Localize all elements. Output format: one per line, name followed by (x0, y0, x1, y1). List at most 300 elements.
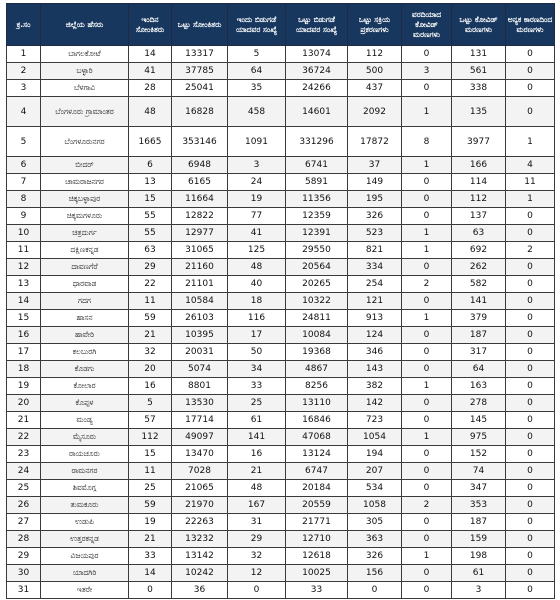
cell-other-deaths: 0 (506, 531, 555, 548)
cell-reported-deaths: 0 (402, 293, 452, 310)
cell-serial-no: 4 (7, 97, 41, 127)
cell-district-name: ಮೈಸೂರು (41, 429, 129, 446)
cell-total-deaths: 187 (452, 327, 506, 344)
cell-active-cases: 821 (348, 242, 402, 259)
cell-total-cases: 6165 (172, 174, 228, 191)
cell-total-cases: 5074 (172, 361, 228, 378)
cell-total-discharged: 8256 (286, 378, 348, 395)
cell-reported-deaths: 0 (402, 208, 452, 225)
cell-reported-deaths: 0 (402, 565, 452, 582)
cell-district-name: ದಕ್ಷಿಣಕನ್ನಡ (41, 242, 129, 259)
cell-reported-deaths: 0 (402, 80, 452, 97)
cell-total-discharged: 14601 (286, 97, 348, 127)
cell-active-cases: 194 (348, 446, 402, 463)
table-row (7, 565, 555, 582)
cell-today-discharged: 50 (228, 344, 286, 361)
cell-serial-no: 22 (7, 429, 41, 446)
cell-today-discharged: 29 (228, 531, 286, 548)
cell-total-discharged: 24811 (286, 310, 348, 327)
cell-total-discharged: 11356 (286, 191, 348, 208)
cell-total-cases: 7028 (172, 463, 228, 480)
table-row (7, 242, 555, 259)
cell-active-cases: 142 (348, 395, 402, 412)
cell-total-deaths: 141 (452, 293, 506, 310)
cell-reported-deaths: 1 (402, 157, 452, 174)
cell-today-discharged: 25 (228, 395, 286, 412)
cell-today-discharged: 458 (228, 97, 286, 127)
table-row (7, 514, 555, 531)
cell-serial-no: 16 (7, 327, 41, 344)
cell-district-name: ರಾಮನಗರ (41, 463, 129, 480)
cell-active-cases: 305 (348, 514, 402, 531)
cell-active-cases: 534 (348, 480, 402, 497)
cell-reported-deaths: 2 (402, 497, 452, 514)
cell-other-deaths: 11 (506, 174, 555, 191)
cell-serial-no: 1 (7, 46, 41, 63)
cell-today-discharged: 21 (228, 463, 286, 480)
cell-total-discharged: 6741 (286, 157, 348, 174)
cell-reported-deaths: 0 (402, 412, 452, 429)
cell-reported-deaths: 0 (402, 174, 452, 191)
table-row (7, 463, 555, 480)
cell-today-discharged: 31 (228, 514, 286, 531)
cell-serial-no: 8 (7, 191, 41, 208)
cell-total-deaths: 114 (452, 174, 506, 191)
cell-reported-deaths: 0 (402, 327, 452, 344)
cell-serial-no: 26 (7, 497, 41, 514)
table-row (7, 208, 555, 225)
table-row (7, 276, 555, 293)
table-row (7, 191, 555, 208)
cell-total-cases: 21065 (172, 480, 228, 497)
cell-reported-deaths: 0 (402, 582, 452, 599)
cell-other-deaths: 0 (506, 310, 555, 327)
cell-district-name: ಯಾದಗಿರಿ (41, 565, 129, 582)
cell-active-cases: 195 (348, 191, 402, 208)
cell-reported-deaths: 0 (402, 361, 452, 378)
cell-total-cases: 20031 (172, 344, 228, 361)
cell-other-deaths: 0 (506, 80, 555, 97)
cell-total-deaths: 3 (452, 582, 506, 599)
cell-other-deaths: 0 (506, 480, 555, 497)
cell-total-cases: 21160 (172, 259, 228, 276)
cell-total-deaths: 64 (452, 361, 506, 378)
cell-today-discharged: 77 (228, 208, 286, 225)
cell-reported-deaths: 1 (402, 225, 452, 242)
cell-today-cases: 16 (129, 378, 172, 395)
cell-total-deaths: 347 (452, 480, 506, 497)
cell-total-cases: 10584 (172, 293, 228, 310)
column-header-active-cases: ಒಟ್ಟು ಸಕ್ರಿಯ ಪ್ರಕರಣಗಳು (348, 4, 402, 46)
cell-total-discharged: 10322 (286, 293, 348, 310)
cell-today-cases: 6 (129, 157, 172, 174)
cell-today-discharged: 12 (228, 565, 286, 582)
cell-district-name: ಕೊಪ್ಪಳ (41, 395, 129, 412)
cell-total-cases: 26103 (172, 310, 228, 327)
cell-active-cases: 523 (348, 225, 402, 242)
cell-active-cases: 382 (348, 378, 402, 395)
cell-total-discharged: 13110 (286, 395, 348, 412)
cell-total-discharged: 13124 (286, 446, 348, 463)
cell-active-cases: 346 (348, 344, 402, 361)
cell-today-cases: 57 (129, 412, 172, 429)
table-row (7, 412, 555, 429)
cell-active-cases: 0 (348, 582, 402, 599)
cell-total-deaths: 561 (452, 63, 506, 80)
cell-district-name: ಬೆಂಗಳೂರು ಗ್ರಾಮಾಂತರ (41, 97, 129, 127)
cell-total-discharged: 47068 (286, 429, 348, 446)
cell-active-cases: 254 (348, 276, 402, 293)
cell-today-cases: 28 (129, 80, 172, 97)
cell-other-deaths: 0 (506, 327, 555, 344)
cell-total-cases: 21101 (172, 276, 228, 293)
cell-total-deaths: 112 (452, 191, 506, 208)
cell-serial-no: 3 (7, 80, 41, 97)
cell-total-cases: 17714 (172, 412, 228, 429)
cell-serial-no: 11 (7, 242, 41, 259)
table-row (7, 310, 555, 327)
cell-active-cases: 37 (348, 157, 402, 174)
cell-district-name: ಕೊಡಗು (41, 361, 129, 378)
cell-district-name: ವಿಜಯಪುರ (41, 548, 129, 565)
cell-total-cases: 37785 (172, 63, 228, 80)
cell-today-cases: 14 (129, 565, 172, 582)
cell-active-cases: 363 (348, 531, 402, 548)
cell-total-discharged: 16846 (286, 412, 348, 429)
cell-reported-deaths: 1 (402, 310, 452, 327)
cell-today-cases: 20 (129, 361, 172, 378)
table-row (7, 548, 555, 565)
cell-active-cases: 334 (348, 259, 402, 276)
cell-total-deaths: 145 (452, 412, 506, 429)
cell-today-discharged: 141 (228, 429, 286, 446)
cell-reported-deaths: 0 (402, 446, 452, 463)
cell-other-deaths: 0 (506, 429, 555, 446)
cell-other-deaths: 0 (506, 497, 555, 514)
cell-today-discharged: 125 (228, 242, 286, 259)
cell-active-cases: 437 (348, 80, 402, 97)
cell-district-name: ಉತ್ತರಕನ್ನಡ (41, 531, 129, 548)
cell-today-cases: 32 (129, 344, 172, 361)
cell-today-cases: 63 (129, 242, 172, 259)
cell-serial-no: 9 (7, 208, 41, 225)
table-row (7, 395, 555, 412)
cell-today-discharged: 5 (228, 46, 286, 63)
cell-district-name: ಚಿಕ್ಕಬಳ್ಳಾಪುರ (41, 191, 129, 208)
cell-total-cases: 36 (172, 582, 228, 599)
cell-serial-no: 10 (7, 225, 41, 242)
cell-total-deaths: 63 (452, 225, 506, 242)
cell-serial-no: 27 (7, 514, 41, 531)
table-header-row (7, 4, 555, 46)
table-row (7, 361, 555, 378)
cell-today-cases: 21 (129, 327, 172, 344)
cell-other-deaths: 0 (506, 208, 555, 225)
cell-other-deaths: 0 (506, 378, 555, 395)
cell-total-discharged: 4867 (286, 361, 348, 378)
cell-district-name: ಹಾವೇರಿ (41, 327, 129, 344)
cell-total-discharged: 331296 (286, 127, 348, 157)
cell-today-cases: 5 (129, 395, 172, 412)
cell-today-discharged: 16 (228, 446, 286, 463)
cell-serial-no: 12 (7, 259, 41, 276)
cell-other-deaths: 0 (506, 225, 555, 242)
table-row (7, 446, 555, 463)
cell-today-cases: 55 (129, 225, 172, 242)
cell-today-discharged: 19 (228, 191, 286, 208)
cell-today-discharged: 35 (228, 80, 286, 97)
table-row (7, 225, 555, 242)
cell-active-cases: 2092 (348, 97, 402, 127)
cell-today-discharged: 24 (228, 174, 286, 191)
cell-serial-no: 21 (7, 412, 41, 429)
column-header-total-discharged: ಒಟ್ಟು ಬಿಡುಗಡೆ ಯಾದವರ ಸಂಖ್ಯೆ (286, 4, 348, 46)
cell-reported-deaths: 0 (402, 463, 452, 480)
cell-total-discharged: 6747 (286, 463, 348, 480)
cell-other-deaths: 0 (506, 293, 555, 310)
cell-reported-deaths: 0 (402, 344, 452, 361)
cell-total-deaths: 166 (452, 157, 506, 174)
table-row (7, 80, 555, 97)
cell-total-discharged: 20564 (286, 259, 348, 276)
cell-total-discharged: 20184 (286, 480, 348, 497)
cell-total-discharged: 21771 (286, 514, 348, 531)
cell-district-name: ದಾವಣಗೆರೆ (41, 259, 129, 276)
cell-district-name: ಉಡುಪಿ (41, 514, 129, 531)
cell-total-deaths: 262 (452, 259, 506, 276)
cell-serial-no: 18 (7, 361, 41, 378)
cell-active-cases: 121 (348, 293, 402, 310)
cell-serial-no: 24 (7, 463, 41, 480)
cell-today-discharged: 48 (228, 259, 286, 276)
cell-reported-deaths: 0 (402, 531, 452, 548)
cell-total-discharged: 12618 (286, 548, 348, 565)
cell-active-cases: 112 (348, 46, 402, 63)
cell-today-cases: 21 (129, 531, 172, 548)
cell-today-discharged: 1091 (228, 127, 286, 157)
cell-district-name: ಚಾಮರಾಜನಗರ (41, 174, 129, 191)
cell-active-cases: 500 (348, 63, 402, 80)
cell-reported-deaths: 0 (402, 46, 452, 63)
cell-total-discharged: 10025 (286, 565, 348, 582)
cell-total-deaths: 137 (452, 208, 506, 225)
cell-serial-no: 19 (7, 378, 41, 395)
cell-total-discharged: 20559 (286, 497, 348, 514)
cell-total-deaths: 975 (452, 429, 506, 446)
cell-total-cases: 12822 (172, 208, 228, 225)
table-row (7, 259, 555, 276)
cell-serial-no: 5 (7, 127, 41, 157)
cell-today-cases: 11 (129, 463, 172, 480)
cell-reported-deaths: 0 (402, 480, 452, 497)
cell-total-deaths: 198 (452, 548, 506, 565)
cell-total-cases: 49097 (172, 429, 228, 446)
cell-district-name: ಹಾಸನ (41, 310, 129, 327)
table-body (7, 46, 555, 599)
cell-today-discharged: 116 (228, 310, 286, 327)
cell-total-cases: 8801 (172, 378, 228, 395)
cell-total-cases: 6948 (172, 157, 228, 174)
cell-today-discharged: 17 (228, 327, 286, 344)
cell-today-cases: 15 (129, 446, 172, 463)
cell-district-name: ಬೀದರ್ (41, 157, 129, 174)
cell-district-name: ಧಾರವಾಡ (41, 276, 129, 293)
cell-today-cases: 13 (129, 174, 172, 191)
cell-today-discharged: 41 (228, 225, 286, 242)
cell-total-deaths: 3977 (452, 127, 506, 157)
cell-total-discharged: 12710 (286, 531, 348, 548)
cell-total-deaths: 131 (452, 46, 506, 63)
table-row (7, 63, 555, 80)
cell-active-cases: 1058 (348, 497, 402, 514)
cell-other-deaths: 0 (506, 97, 555, 127)
cell-serial-no: 2 (7, 63, 41, 80)
table-row (7, 97, 555, 127)
cell-active-cases: 723 (348, 412, 402, 429)
cell-total-discharged: 5891 (286, 174, 348, 191)
cell-reported-deaths: 1 (402, 378, 452, 395)
cell-reported-deaths: 1 (402, 97, 452, 127)
cell-total-cases: 16828 (172, 97, 228, 127)
cell-other-deaths: 0 (506, 395, 555, 412)
cell-other-deaths: 2 (506, 242, 555, 259)
cell-today-cases: 25 (129, 480, 172, 497)
table-row (7, 293, 555, 310)
cell-other-deaths: 1 (506, 127, 555, 157)
cell-total-deaths: 187 (452, 514, 506, 531)
cell-today-discharged: 3 (228, 157, 286, 174)
cell-total-cases: 13232 (172, 531, 228, 548)
cell-reported-deaths: 1 (402, 429, 452, 446)
cell-serial-no: 29 (7, 548, 41, 565)
cell-other-deaths: 0 (506, 412, 555, 429)
cell-other-deaths: 1 (506, 191, 555, 208)
cell-total-discharged: 12359 (286, 208, 348, 225)
cell-other-deaths: 0 (506, 63, 555, 80)
cell-total-cases: 22263 (172, 514, 228, 531)
cell-serial-no: 7 (7, 174, 41, 191)
covid-district-report (6, 3, 554, 598)
district-table (6, 3, 555, 599)
cell-today-discharged: 64 (228, 63, 286, 80)
column-header-other-deaths: ಅನ್ಯಕ ಕಾರಣದಿಂದ ಮರಣಗಳು (506, 4, 555, 46)
cell-district-name: ಶಿವಮೊಗ್ಗ (41, 480, 129, 497)
cell-today-discharged: 167 (228, 497, 286, 514)
cell-serial-no: 15 (7, 310, 41, 327)
table-row (7, 46, 555, 63)
cell-today-cases: 19 (129, 514, 172, 531)
cell-total-cases: 13317 (172, 46, 228, 63)
cell-other-deaths: 0 (506, 514, 555, 531)
cell-total-cases: 31065 (172, 242, 228, 259)
cell-today-cases: 33 (129, 548, 172, 565)
cell-total-deaths: 317 (452, 344, 506, 361)
cell-serial-no: 30 (7, 565, 41, 582)
cell-district-name: ಕೋಲಾರ (41, 378, 129, 395)
cell-serial-no: 20 (7, 395, 41, 412)
table-row (7, 582, 555, 599)
cell-reported-deaths: 0 (402, 514, 452, 531)
cell-total-deaths: 353 (452, 497, 506, 514)
table-row (7, 174, 555, 191)
cell-total-deaths: 163 (452, 378, 506, 395)
cell-reported-deaths: 0 (402, 191, 452, 208)
cell-district-name: ಬಾಗಲಕೋಟೆ (41, 46, 129, 63)
cell-district-name: ಇತರೇ (41, 582, 129, 599)
column-header-reported-deaths: ವರದಿಯಾದ ಕೋವಿಡ್ ಮರಣಗಳು (402, 4, 452, 46)
cell-reported-deaths: 0 (402, 259, 452, 276)
cell-today-cases: 14 (129, 46, 172, 63)
cell-total-deaths: 278 (452, 395, 506, 412)
cell-other-deaths: 0 (506, 344, 555, 361)
cell-reported-deaths: 0 (402, 395, 452, 412)
cell-total-deaths: 61 (452, 565, 506, 582)
cell-total-deaths: 135 (452, 97, 506, 127)
cell-other-deaths: 0 (506, 446, 555, 463)
cell-total-cases: 12977 (172, 225, 228, 242)
cell-today-cases: 59 (129, 497, 172, 514)
cell-serial-no: 6 (7, 157, 41, 174)
cell-district-name: ರಾಯಚೂರು (41, 446, 129, 463)
table-row (7, 497, 555, 514)
cell-total-deaths: 152 (452, 446, 506, 463)
cell-total-cases: 11664 (172, 191, 228, 208)
cell-today-discharged: 48 (228, 480, 286, 497)
cell-today-cases: 0 (129, 582, 172, 599)
cell-total-discharged: 29550 (286, 242, 348, 259)
cell-other-deaths: 0 (506, 361, 555, 378)
cell-other-deaths: 0 (506, 259, 555, 276)
cell-district-name: ಮಂಡ್ಯ (41, 412, 129, 429)
cell-serial-no: 25 (7, 480, 41, 497)
table-row (7, 531, 555, 548)
cell-other-deaths: 0 (506, 46, 555, 63)
cell-district-name: ಬೆಂಗಳೂರುನಗರ (41, 127, 129, 157)
cell-active-cases: 17872 (348, 127, 402, 157)
cell-active-cases: 326 (348, 208, 402, 225)
cell-district-name: ಬೆಳಗಾವಿ (41, 80, 129, 97)
cell-reported-deaths: 3 (402, 63, 452, 80)
column-header-total-deaths: ಒಟ್ಟು ಕೋವಿಡ್ ಮರಣಗಳು (452, 4, 506, 46)
cell-total-cases: 353146 (172, 127, 228, 157)
table-row (7, 344, 555, 361)
table-row (7, 127, 555, 157)
cell-district-name: ತುಮಕೂರು (41, 497, 129, 514)
cell-other-deaths: 0 (506, 463, 555, 480)
column-header-serial-no: ಕ್ರ.ಸಂ (7, 4, 41, 46)
cell-district-name: ಚಿಕ್ಕಮಗಳೂರು (41, 208, 129, 225)
cell-total-discharged: 20265 (286, 276, 348, 293)
cell-total-cases: 10395 (172, 327, 228, 344)
cell-today-discharged: 18 (228, 293, 286, 310)
cell-total-discharged: 13074 (286, 46, 348, 63)
cell-other-deaths: 0 (506, 565, 555, 582)
cell-active-cases: 1054 (348, 429, 402, 446)
cell-total-discharged: 33 (286, 582, 348, 599)
cell-total-deaths: 338 (452, 80, 506, 97)
cell-serial-no: 31 (7, 582, 41, 599)
cell-total-deaths: 379 (452, 310, 506, 327)
cell-total-cases: 10242 (172, 565, 228, 582)
cell-other-deaths: 0 (506, 548, 555, 565)
cell-serial-no: 14 (7, 293, 41, 310)
column-header-today-cases: ಇಂದಿನ ಸೋಂಕಿತರು (129, 4, 172, 46)
cell-today-discharged: 0 (228, 582, 286, 599)
table-row (7, 157, 555, 174)
table-row (7, 327, 555, 344)
cell-reported-deaths: 1 (402, 548, 452, 565)
cell-active-cases: 143 (348, 361, 402, 378)
